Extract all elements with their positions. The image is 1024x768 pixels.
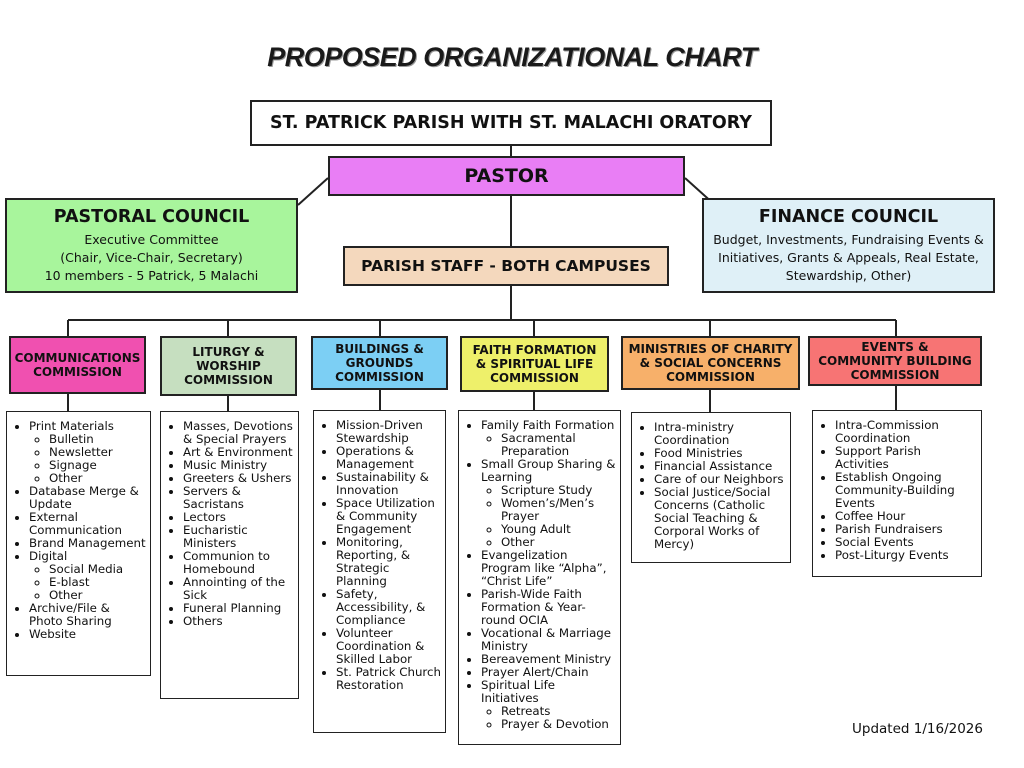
commission-communications [9, 336, 146, 394]
commission-liturgy-worship [160, 336, 297, 396]
list-item [336, 497, 441, 536]
list-item [29, 420, 146, 485]
chart-title: PROPOSED ORGANIZATIONAL CHART [267, 42, 757, 72]
sub-list-item: ◦ Bulletin [49, 433, 146, 446]
list-item-text: Website [29, 627, 77, 641]
list-item-text: Art & Environment [183, 445, 293, 459]
sub-list-item: ◦ Signage [49, 459, 146, 472]
sub-bullet-list [481, 705, 616, 731]
updated-date: Updated 1/16/2026 [852, 721, 983, 737]
list-item [183, 615, 294, 628]
list-item [654, 486, 786, 551]
list-item-text: Intra-Commission Coordination [835, 418, 939, 445]
pastoral-council-box [5, 198, 298, 293]
list-item-text: Others [183, 614, 223, 628]
list-item-text: Establish Ongoing Community-Building Events [835, 470, 955, 510]
list-item [29, 628, 146, 641]
sub-list-item: ◦ Newsletter [49, 446, 146, 459]
pastoral-council-line: (Chair, Vice-Chair, Secretary) [60, 249, 243, 265]
commission-title-line: COMMISSION [184, 373, 273, 387]
list-item-text: Operations & Management [336, 444, 414, 471]
list-item-text: Archive/File & Photo Sharing [29, 601, 112, 628]
list-item-text: Family Faith Formation [481, 418, 615, 432]
list-item [336, 666, 441, 692]
list-item [336, 445, 441, 471]
list-item-text: Brand Management [29, 536, 146, 550]
commission-title-line: LITURGY & [192, 345, 265, 359]
commission-title-line: BUILDINGS & [335, 342, 424, 356]
list-item [835, 445, 977, 471]
sub-list-item: ◦ Young Adult [501, 523, 616, 536]
list-item-text: Support Parish Activities [835, 444, 921, 471]
list-item [183, 576, 294, 602]
list-item [183, 550, 294, 576]
list-item-text: Servers & Sacristans [183, 484, 244, 511]
list-item [29, 511, 146, 537]
commission-faith-formation [460, 336, 609, 392]
bullet-list [11, 420, 146, 641]
list-item-text: Music Ministry [183, 458, 268, 472]
list-item [336, 627, 441, 666]
list-item-text: Print Materials [29, 419, 114, 433]
sub-list-item: ◦ Scripture Study [501, 484, 616, 497]
pastoral-council-line: 10 members - 5 Patrick, 5 Malachi [44, 267, 259, 283]
connector-pastor-pastoral-council [298, 178, 328, 205]
list-item [183, 524, 294, 550]
commission-title-line: COMMISSION [490, 371, 579, 385]
sub-bullet-list [29, 563, 146, 602]
list-item-text: Communion to Homebound [183, 549, 270, 576]
commission-title-line: WORSHIP [196, 359, 261, 373]
list-item [336, 419, 441, 445]
list-item [835, 419, 977, 445]
list-item-text: Intra-ministry Coordination [654, 420, 735, 447]
list-item-text: Space Utilization & Community Engagement [336, 496, 435, 536]
commission-title-line: MINISTRIES OF CHARITY [628, 342, 793, 356]
pastoral-council-title: PASTORAL COUNCIL [53, 206, 250, 227]
bullet-list [165, 420, 294, 628]
liturgy-duties-list [160, 411, 299, 699]
list-item-text: Parish-Wide Faith Formation & Year-round OCIA [481, 587, 586, 627]
commission-buildings-grounds [311, 336, 448, 390]
list-item-text: Spiritual Life Initiatives [481, 678, 556, 705]
sub-list-item: ◦ Women’s/Men’s Prayer [501, 497, 616, 523]
sub-list-item: ◦ Social Media [49, 563, 146, 576]
list-item-text: Digital [29, 549, 68, 563]
buildings-duties-list [313, 410, 446, 733]
commission-title-line: COMMISSION [666, 370, 755, 384]
commission-title-line: COMMUNITY BUILDING [818, 354, 972, 368]
commission-title-line: & SOCIAL CONCERNS [639, 356, 782, 370]
bullet-list [817, 419, 977, 562]
list-item-text: Social Justice/Social Concerns (Catholic Social Teaching & Corporal Works of Mercy) [654, 485, 771, 551]
list-item-text: Greeters & Ushers [183, 471, 292, 485]
commission-title-line: FAITH FORMATION [472, 343, 597, 357]
list-item-text: Safety, Accessibility, & Compliance [336, 587, 426, 627]
commission-title-line: & SPIRITUAL LIFE [475, 357, 594, 371]
parish-box: ST. PATRICK PARISH WITH ST. MALACHI ORATORY [250, 100, 772, 146]
list-item [336, 588, 441, 627]
pastoral-council-line: Executive Committee [84, 231, 219, 247]
sub-list-item: ◦ E-blast [49, 576, 146, 589]
sub-list-item: ◦ Prayer & Devotion [501, 718, 616, 731]
list-item-text: Food Ministries [654, 446, 743, 460]
list-item [481, 549, 616, 588]
list-item-text: Care of our Neighbors [654, 472, 784, 486]
charity-duties-list [631, 412, 791, 563]
finance-council-line: Initiatives, Grants & Appeals, Real Estate, [718, 249, 979, 265]
list-item [481, 679, 616, 731]
finance-council-box [702, 198, 995, 293]
list-item [835, 471, 977, 510]
sub-bullet-list [481, 484, 616, 549]
commission-title-line: COMMUNICATIONS [14, 351, 141, 365]
bullet-list [463, 419, 616, 731]
list-item-text: Post-Liturgy Events [835, 548, 949, 562]
commission-title-line: GROUNDS [345, 356, 414, 370]
sub-list-item: ◦ Retreats [501, 705, 616, 718]
list-item-text: Database Merge & Update [29, 484, 139, 511]
bullet-list [318, 419, 441, 692]
list-item-text: Social Events [835, 535, 914, 549]
list-item-text: External Communication [29, 510, 122, 537]
commission-title-line: EVENTS & [861, 340, 929, 354]
list-item-text: Parish Fundraisers [835, 522, 943, 536]
commission-events-community [808, 336, 982, 386]
list-item [183, 420, 294, 446]
list-item [336, 471, 441, 497]
finance-council-title: FINANCE COUNCIL [758, 206, 939, 227]
list-item-text: Prayer Alert/Chain [481, 665, 589, 679]
list-item-text: Vocational & Marriage Ministry [481, 626, 612, 653]
list-item-text: Funeral Planning [183, 601, 282, 615]
list-item [481, 627, 616, 653]
list-item [183, 485, 294, 511]
sub-list-item: ◦ Sacramental Preparation [501, 432, 616, 458]
finance-council-line: Budget, Investments, Fundraising Events & [713, 231, 984, 247]
list-item-text: Financial Assistance [654, 459, 773, 473]
sub-list-item: ◦ Other [49, 589, 146, 602]
list-item [835, 549, 977, 562]
list-item [481, 588, 616, 627]
list-item-text: Coffee Hour [835, 509, 906, 523]
list-item [29, 602, 146, 628]
pastor-box: PASTOR [328, 156, 685, 196]
list-item-text: Monitoring, Reporting, & Strategic Planning [336, 535, 411, 588]
list-item [29, 485, 146, 511]
list-item [481, 458, 616, 549]
parish-staff-box: PARISH STAFF - BOTH CAMPUSES [343, 246, 669, 286]
list-item-text: Masses, Devotions & Special Prayers [183, 419, 293, 446]
list-item-text: Mission-Driven Stewardship [336, 418, 423, 445]
commission-charity-social-concerns [621, 336, 800, 390]
list-item-text: Eucharistic Ministers [183, 523, 248, 550]
list-item-text: Bereavement Ministry [481, 652, 612, 666]
faith-formation-duties-list [458, 410, 621, 745]
sub-bullet-list [29, 433, 146, 485]
list-item-text: Small Group Sharing & Learning [481, 457, 616, 484]
bullet-list [636, 421, 786, 551]
list-item [29, 550, 146, 602]
commission-title-line: COMMISSION [33, 365, 122, 379]
finance-council-line: Stewardship, Other) [785, 267, 912, 283]
list-item-text: Evangelization Program like “Alpha”, “Christ Life” [481, 548, 607, 588]
sub-bullet-list [481, 432, 616, 458]
list-item-text: Volunteer Coordination & Skilled Labor [336, 626, 425, 666]
list-item-text: Annointing of the Sick [183, 575, 286, 602]
list-item-text: Sustainability & Innovation [336, 470, 429, 497]
commission-title-line: COMMISSION [850, 368, 940, 382]
list-item [654, 421, 786, 447]
commission-title-line: COMMISSION [335, 370, 424, 384]
list-item [481, 419, 616, 458]
communications-duties-list [6, 411, 151, 676]
list-item-text: St. Patrick Church Restoration [336, 665, 441, 692]
list-item-text: Lectors [183, 510, 226, 524]
events-duties-list [812, 410, 982, 577]
list-item [336, 536, 441, 588]
sub-list-item: ◦ Other [49, 472, 146, 485]
sub-list-item: ◦ Other [501, 536, 616, 549]
